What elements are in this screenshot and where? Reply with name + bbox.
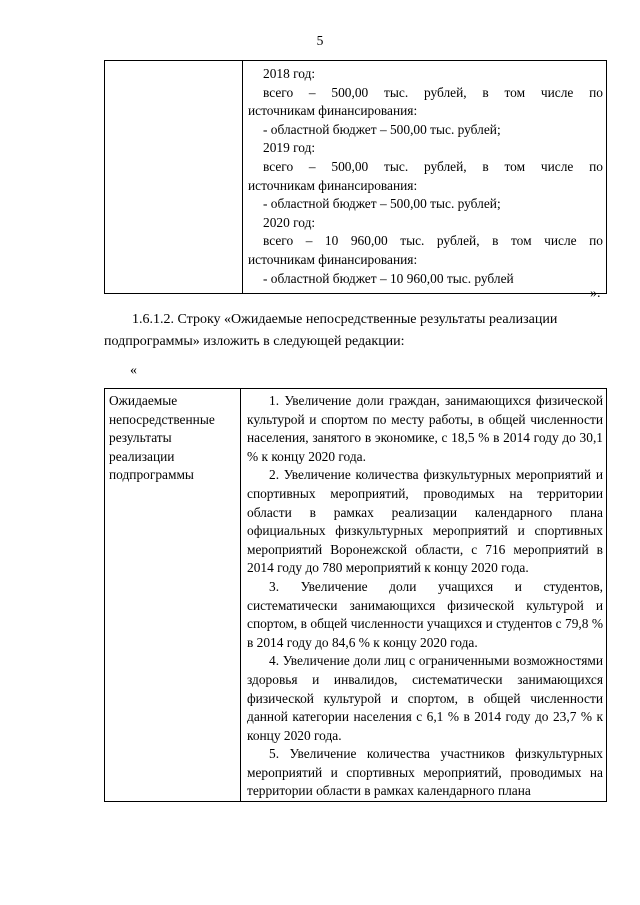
opening-quote: « bbox=[130, 363, 137, 378]
financing-table bbox=[104, 60, 607, 294]
expected-results-label-line: реализации bbox=[109, 448, 175, 464]
financing-line: источникам финансирования: bbox=[248, 103, 418, 119]
expected-results-label-line: непосредственные bbox=[109, 411, 215, 427]
expected-result-item: 4. Увеличение доли лиц с ограниченными возможностями здоровья и инвалидов, систематически занимающихся физической культурой и спортом, в общей численности данной категории населения с 6,1 % в 2014 году до 23,7 % к концу 2020 года. bbox=[247, 653, 603, 743]
financing-line: - областной бюджет – 500,00 тыс. рублей; bbox=[263, 196, 501, 212]
financing-line: 2018 год: bbox=[263, 66, 316, 81]
financing-line: всего – 10 960,00 тыс. рублей, в том числе по bbox=[263, 233, 603, 249]
amendment-instruction-line-1: 1.6.1.2. Строку «Ожидаемые непосредственные результаты реализации bbox=[132, 312, 558, 327]
expected-results-table bbox=[104, 388, 607, 802]
amendment-instruction bbox=[104, 309, 607, 353]
expected-results-label-cell bbox=[105, 389, 241, 802]
financing-line: 2019 год: bbox=[263, 140, 316, 156]
expected-result-item: 2. Увеличение количества физкультурных мероприятий и спортивных мероприятий, проводимых на территории области в рамках реализации календарного плана официальных физкультурных мероприятий и спортивных мероприятий Воронежской области, с 716 мероприятий в 2014 году до 780 мероприятий к концу 2020 года. bbox=[247, 467, 603, 576]
financing-line: - областной бюджет – 10 960,00 тыс. рублей bbox=[263, 270, 514, 286]
financing-line: всего – 500,00 тыс. рублей, в том числе по bbox=[263, 158, 603, 174]
expected-results-label-line: подпрограммы bbox=[109, 467, 194, 483]
expected-result-item: 1. Увеличение доли граждан, занимающихся физической культурой и спортом по месту работы, в общей численности населения, занятого в экономике, с 18,5 % в 2014 году до 30,1 % к концу 2020 года. bbox=[247, 393, 603, 464]
financing-line: источникам финансирования: bbox=[248, 251, 418, 267]
financing-line: - областной бюджет – 500,00 тыс. рублей; bbox=[263, 121, 501, 137]
financing-line: источникам финансирования: bbox=[248, 177, 418, 193]
expected-results-label-line: результаты bbox=[109, 430, 172, 446]
expected-result-item: 5. Увеличение количества участников физкультурных мероприятий и спортивных мероприятий, проводимых на территории области в рамках календарного плана bbox=[247, 746, 603, 799]
amendment-instruction-line-2: подпрограммы» изложить в следующей редакции: bbox=[104, 334, 405, 349]
financing-line: всего – 500,00 тыс. рублей, в том числе по bbox=[263, 84, 603, 100]
expected-results-content-cell bbox=[241, 389, 607, 802]
expected-result-item: 3. Увеличение доли учащихся и студентов, систематически занимающихся физической культурой и спортом, в общей численности учащихся и студентов с 79,8 % в 2014 году до 84,6 % к концу 2020 года. bbox=[247, 578, 603, 650]
expected-results-label-line: Ожидаемые bbox=[109, 393, 178, 408]
financing-table-label-cell bbox=[105, 61, 243, 294]
page-number: 5 bbox=[316, 33, 324, 48]
financing-table-content-cell bbox=[243, 61, 607, 294]
closing-quote: ». bbox=[590, 286, 601, 301]
financing-line: 2020 год: bbox=[263, 214, 316, 230]
